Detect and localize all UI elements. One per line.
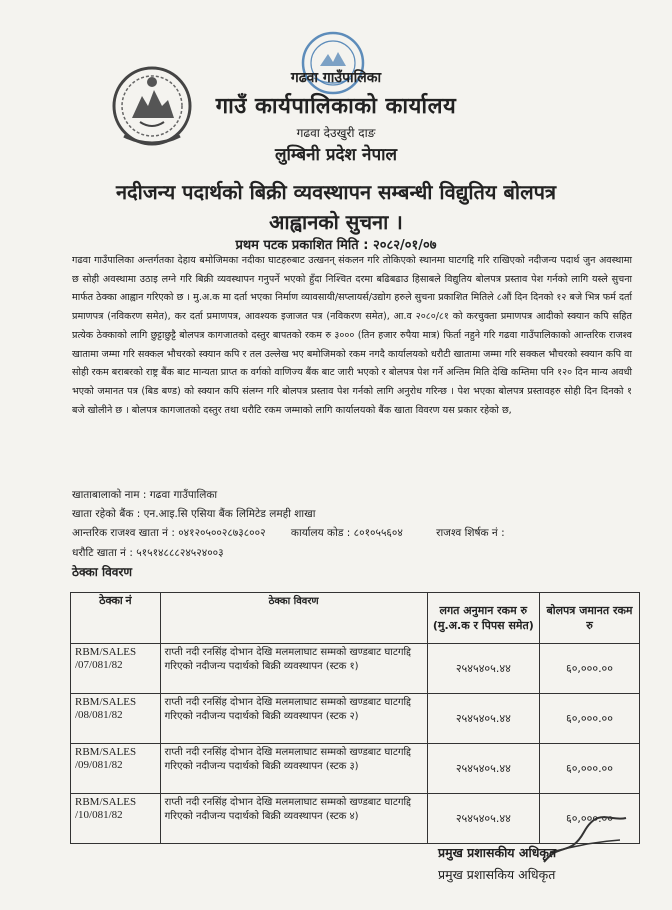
table-row: [71, 694, 640, 744]
published-date: प्रथम पटक प्रकाशित मिति : २०८२/०१/०७: [235, 238, 437, 253]
notice-title-line1: नदीजन्य पदार्थको बिक्री व्यवस्थापन सम्बन्धी विद्युतिय बोलपत्र: [115, 180, 557, 204]
tender-cost: २५४५४०५.४४: [427, 794, 539, 844]
table-header-row: [71, 593, 640, 644]
header-tender-no: ठेक्का नं: [71, 593, 161, 644]
province-name: लुम्बिनी प्रदेश नेपाल: [274, 145, 398, 165]
header-tender-desc: ठेक्का विवरण: [160, 593, 427, 644]
revenue-head: राजश्व शिर्षक नं :: [436, 527, 505, 539]
table-row: [71, 744, 640, 794]
account-holder: खाताबालाको नाम : गढवा गाउँपालिका: [72, 489, 218, 501]
signatory-title-printed: प्रमुख प्रशासकीय अधिकृत: [438, 845, 557, 860]
tender-no: RBM/SALES /09/081/82: [71, 744, 161, 794]
office-code: कार्यालय कोड : ८०१०५५६०४: [290, 527, 403, 539]
tender-desc: राप्ती नदी रनसिंह दोभान देखि मलमलाघाट सम्मको खण्डबाट घाटगद्दि गरिएको नदीजन्य पदार्थको बिक्री व्यवस्थापन (स्टक ४): [160, 794, 427, 844]
tender-cost: २५४५४०५.४४: [427, 694, 539, 744]
signatory-title-stamp: प्रमुख प्रशासकिय अधिकृत: [438, 867, 556, 882]
notice-body: गढवा गाउँपालिका अन्तर्गतका देहाय बमोजिमका नदीका घाटहरुबाट उत्खनन् संकलन गरि तोकिएको स्थानमा घाटगद्दि गरि राखिएको नदीजन्य पदार्थ जुन अवस्थामा छ सोही अवस्थामा उठाइ लग्ने गरि बिक्री व्यवस्थापन गनुपर्ने भएको हुँदा निश्चित दरमा बढिबढाउ हिसाबले विद्युतिय बोलपत्र प्रस्ताव पेश गर्नको लागि यस्ले सुचना मार्फत ठेक्का आह्वान गरिएको छ । मु.अ.क मा दर्ता भएका निर्माण व्यावसायी/सप्लायर्स/उद्योग हरुले सुचना प्रकाशित मितिले ८औं दिन दिनको १२ बजे भित्र फर्म दर्ता प्रमाणपत्र (नविकरण समेत), कर दर्ता प्रमाणपत्र, आवश्यक इजाजत पत्र (नविकरण समेत), आ.व २०८०/८१ को करचुक्ता प्रमाणपत्र आदीको स्क्यान कपि सहित प्रत्येक ठेक्काको लागि छुट्टाछुट्टै बोलपत्र कागजातको दस्तुर बापतको रकम रु ३००० (तिन हजार रुपैया मात्र) फिर्ता नहुने गरि गढवा गाउँपालिकाको आन्तरिक राजश्व खातामा जम्मा गरि सक्कल भौचरको स्क्यान कपि र तल उल्लेख भए बमोजिमको रकम नगदै कार्यालयको धरौटी खातामा जम्मा गरि सक्कल भौचरको स्क्यान कपि वा सोही रकम बराबरको राष्ट्र बैंक बाट मान्यता प्राप्त क वर्गको वाणिज्य बैंक बाट जारी भएको र बोलपत्र पेश गर्ने अन्तिम मिति देखि कम्तिमा पनि १२० दिन मान्य अवधी भएको जमानत पत्र (बिड बण्ड) को स्क्यान कपि संलग्न गरि बोलपत्र प्रस्ताव पेश गर्नको लागि अनुरोध गरिन्छ । पेश भएका बोलपत्र प्रस्तावहरु सोही दिन दिनको १ बजे खोलीने छ । बोलपत्र कागजातको दस्तुर तथा धरौटि रकम जम्माको लागि कार्यालयको बैंक खाता विवरण यस प्रकार रहेको छ,: [72, 255, 632, 416]
notice-title-line2: आह्वानको सुचना ।: [269, 210, 403, 234]
office-location: गढवा देउखुरी दाङ: [296, 126, 376, 140]
tender-desc: राप्ती नदी रनसिंह दोभान देखि मलमलाघाट सम्मको खण्डबाट घाटगद्दि गरिएको नदीजन्य पदार्थको बिक्री व्यवस्थापन (स्टक ३): [160, 744, 427, 794]
tender-no: RBM/SALES /07/081/82: [71, 644, 161, 694]
internal-revenue-account: आन्तरिक राजश्व खाता नं : ०४१२०५००२८७३८००२: [72, 527, 266, 539]
tender-no: RBM/SALES /08/081/82: [71, 694, 161, 744]
table-row: [71, 644, 640, 694]
tender-desc: राप्ती नदी रनसिंह दोभान देखि मलमलाघाट सम्मको खण्डबाट घाटगद्दि गरिएको नदीजन्य पदार्थको बिक्री व्यवस्थापन (स्टक २): [160, 694, 427, 744]
municipality-name: गढवा गाउँपालिका: [290, 70, 382, 86]
account-codes-line: [72, 526, 505, 540]
signature-mark-icon: [540, 812, 630, 872]
office-name: गाउँ कार्यपालिकाको कार्यालय: [215, 94, 457, 119]
tender-desc: राप्ती नदी रनसिंह दोभान देखि मलमलाघाट सम्मको खण्डबाट घाटगद्दि गरिएको नदीजन्य पदार्थको बिक्री व्यवस्थापन (स्टक १): [160, 644, 427, 694]
tender-no: RBM/SALES /10/081/82: [71, 794, 161, 844]
tender-cost: २५४५४०५.४४: [427, 644, 539, 694]
header-bid-security: बोलपत्र जमानत रकम रु: [539, 593, 639, 644]
tender-cost: २५४५४०५.४४: [427, 744, 539, 794]
tender-deposit: ६०,०००.००: [539, 794, 639, 844]
tender-deposit: ६०,०००.००: [539, 744, 639, 794]
tender-deposit: ६०,०००.००: [539, 644, 639, 694]
tender-section-title: ठेक्का विवरण: [72, 565, 133, 579]
account-bank: खाता रहेको बैंक : एन.आइ.सि एसिया बैंक लिमिटेड लमही शाखा: [72, 508, 316, 520]
deposit-account: धरौटि खाता नं : ५१५१४८८८२४५२४००३: [72, 547, 224, 559]
tender-deposit: ६०,०००.००: [539, 694, 639, 744]
tender-table: [70, 592, 640, 844]
header-cost-estimate: लगत अनुमान रकम रु (मु.अ.क र पिपस समेत): [427, 593, 539, 644]
